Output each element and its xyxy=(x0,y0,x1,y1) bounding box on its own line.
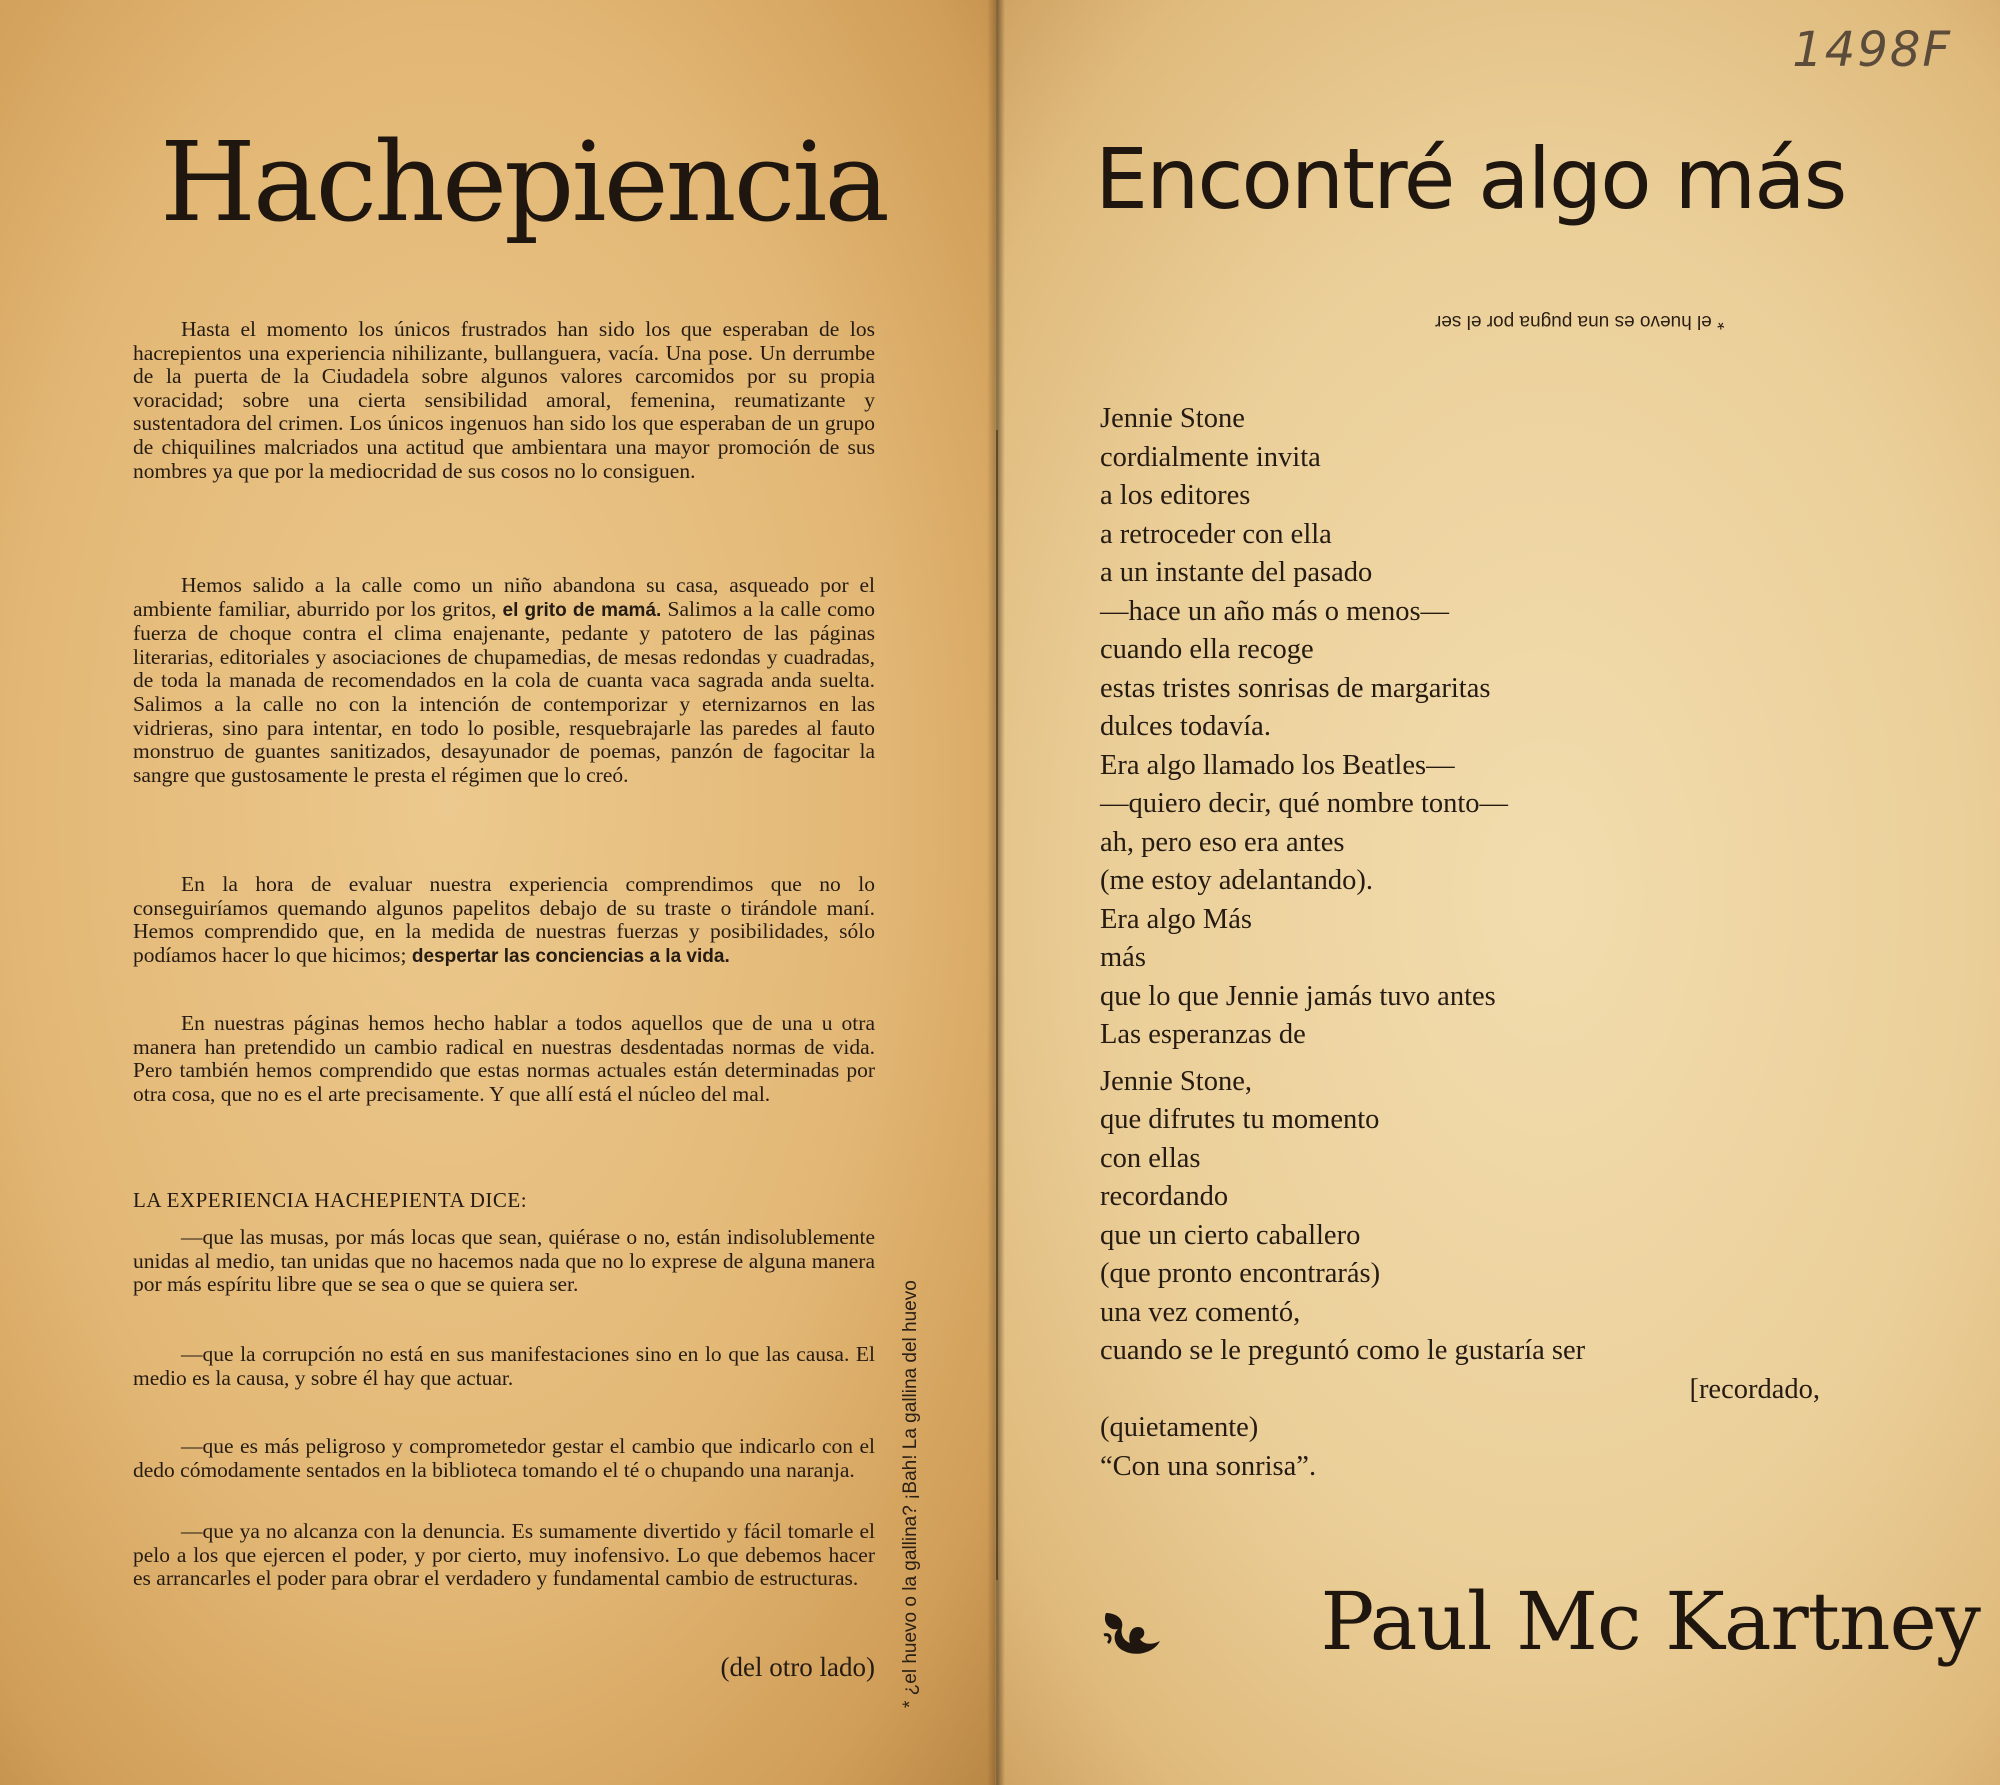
list-item xyxy=(133,1435,875,1482)
continue-note: (del otro lado) xyxy=(720,1652,875,1682)
left-page xyxy=(0,0,995,1785)
paragraph-1 xyxy=(133,318,875,483)
paragraph-4-text: En nuestras páginas hemos hecho hablar a todos aquellos que de una u otra manera han pretendido un cambio radical en nuestras desdentadas normas de vida. Pero también hemos comprendido que estas normas actuales están determinadas por otra cosa, que no es el arte precisamente. Y que allí está el núcleo del mal. xyxy=(133,1011,875,1106)
paragraph-2-part-b: Salimos a la calle como fuerza de choque contra el clima enajenante, pedante y patotero de las páginas literarias, editoriales y asociaciones de chupamedias, de mesas redondas y cuadradas, de toda la manada de recomendados en la cola de cuanta vaca sagrada anda suelta. Salimos a la calle no con la intención de contemporizar y eternizarnos en las vidrieras, sino para intentar, en todo lo posible, resquebrajarle las paredes al fauto monstruo de guantes sanitizados, desayunador de poemas, panzón de fagocitar la sangre que gustosamente le presta el régimen que lo creó. xyxy=(133,596,876,787)
paragraph-2-text xyxy=(133,574,875,787)
spine-crease xyxy=(996,430,998,1580)
poem-line: a retroceder con ella xyxy=(1100,518,1332,550)
poem-line: [recordado, xyxy=(1689,1373,1820,1405)
paragraph-4 xyxy=(133,1012,875,1106)
margin-note-vertical: * ¿el huevo o la gallina? ¡Bah! La gallina del huevo xyxy=(900,1280,921,1708)
author-name: Paul Mc Kartney xyxy=(1320,1575,1980,1668)
paragraph-1-text: Hasta el momento los únicos frustrados han sido los que esperaban de los hacrepientos una experiencia nihilizante, bullanguera, vacía. Una pose. Un derrumbe de la puerta de la Ciudadela sobre algunos valores carcomidos por su propia voracidad; sobre una cierta sensibilidad amoral, femenina, reumatizante y sustentadora del crimen. Los únicos ingenuos han sido los que esperaban de un grupo de chiquilines malcriados una actitud que ambientara una mayor promoción de sus nombres ya que por la mediocridad de sus cosos no lo consiguen. xyxy=(133,317,875,483)
poem-line: Era algo Más xyxy=(1100,903,1252,935)
poem-line: (me estoy adelantando). xyxy=(1100,865,1374,896)
experiencia-heading: LA EXPERIENCIA HACHEPIENTA DICE: xyxy=(133,1188,528,1212)
list-item-text: —que es más peligroso y comprometedor gestar el cambio que indicarlo con el dedo cómodamente sentados en la biblioteca tomando el té o chupando una naranja. xyxy=(133,1434,875,1482)
poem-line: que difrutes tu momento xyxy=(1100,1104,1380,1135)
poem-line: cuando ella recoge xyxy=(1100,634,1314,665)
poem-line: Jennie Stone xyxy=(1100,403,1245,434)
paragraph-3 xyxy=(133,873,875,968)
poem-line: recordando xyxy=(1100,1181,1229,1212)
list-item-text: —que la corrupción no está en sus manifestaciones sino en lo que las causa. El medio es la causa, y sobre él hay que actuar. xyxy=(133,1342,875,1390)
left-page-title: Hachepiencia xyxy=(160,118,887,246)
handwritten-number: 1498F xyxy=(1792,22,1952,78)
list-item-text: —que ya no alcanza con la denuncia. Es sumamente divertido y fácil tomarle el pelo a los que ejercen el poder, y por cierto, muy inofensivo. Lo que debemos hacer es arrancarles el poder para obrar el verdadero y fundamental cambio de estructuras. xyxy=(133,1519,875,1591)
poem-line: más xyxy=(1100,942,1146,973)
list-item xyxy=(133,1226,875,1297)
swan-icon xyxy=(1100,1605,1164,1661)
upside-down-note: * el huevo es una pugna por el ser xyxy=(1435,311,1725,332)
poem-line: que un cierto caballero xyxy=(1100,1219,1361,1251)
paragraph-2-bold: el grito de mamá. xyxy=(502,599,662,621)
poem-line: “Con una sonrisa”. xyxy=(1100,1450,1317,1482)
paragraph-3-text xyxy=(133,873,875,968)
poem-line: —quiero decir, qué nombre tonto— xyxy=(1100,788,1509,819)
poem-line: cordialmente invita xyxy=(1100,441,1321,473)
list-item xyxy=(133,1520,875,1591)
poem-line: —hace un año más o menos— xyxy=(1100,595,1450,627)
poem-line: Las esperanzas de xyxy=(1100,1019,1306,1050)
poem-line: ah, pero eso era antes xyxy=(1100,826,1345,858)
paragraph-2 xyxy=(133,574,875,787)
signature-area xyxy=(1100,1575,1980,1705)
poem-line: cuando se le preguntó como le gustaría ser xyxy=(1100,1335,1586,1366)
poem-line: a los editores xyxy=(1100,480,1251,511)
list-item xyxy=(133,1343,875,1390)
poem-line: (que pronto encontrarás) xyxy=(1100,1258,1381,1289)
poem-line: (quietamente) xyxy=(1100,1412,1259,1443)
right-page-title: Encontré algo más xyxy=(1095,130,1846,228)
right-page xyxy=(995,0,2000,1785)
poem-line: una vez comentó, xyxy=(1100,1296,1301,1328)
poem-line: que lo que Jennie jamás tuvo antes xyxy=(1100,980,1496,1012)
poem-line: a un instante del pasado xyxy=(1100,557,1373,588)
poem-line: Jennie Stone, xyxy=(1100,1065,1252,1097)
paragraph-3-part-a: En la hora de evaluar nuestra experiencia comprendimos que no lo conseguiríamos quemando algunos papelitos debajo de su traste o tirándole maní. Hemos comprendido que, en la medida de nuestras fuerzas y posibilidades, sólo podíamos hacer lo que hicimos; xyxy=(133,872,875,967)
poem-line: dulces todavía. xyxy=(1100,711,1271,742)
poem-line: Era algo llamado los Beatles— xyxy=(1100,749,1455,781)
poem xyxy=(1100,400,1900,1486)
poem-line: con ellas xyxy=(1100,1142,1201,1174)
paragraph-2-part-a: Hemos salido a la calle como un niño abandona su casa, asqueado por el ambiente familiar, aburrido por los gritos, xyxy=(133,573,875,621)
paragraph-3-bold: despertar las conciencias a la vida. xyxy=(411,945,730,967)
list-item-text: —que las musas, por más locas que sean, quiérase o no, están indisolublemente unidas al medio, tan unidas que no hacemos nada que no lo exprese de alguna manera por más espíritu libre que se sea o que se quiera ser. xyxy=(133,1225,875,1297)
poem-line: estas tristes sonrisas de margaritas xyxy=(1100,672,1491,704)
